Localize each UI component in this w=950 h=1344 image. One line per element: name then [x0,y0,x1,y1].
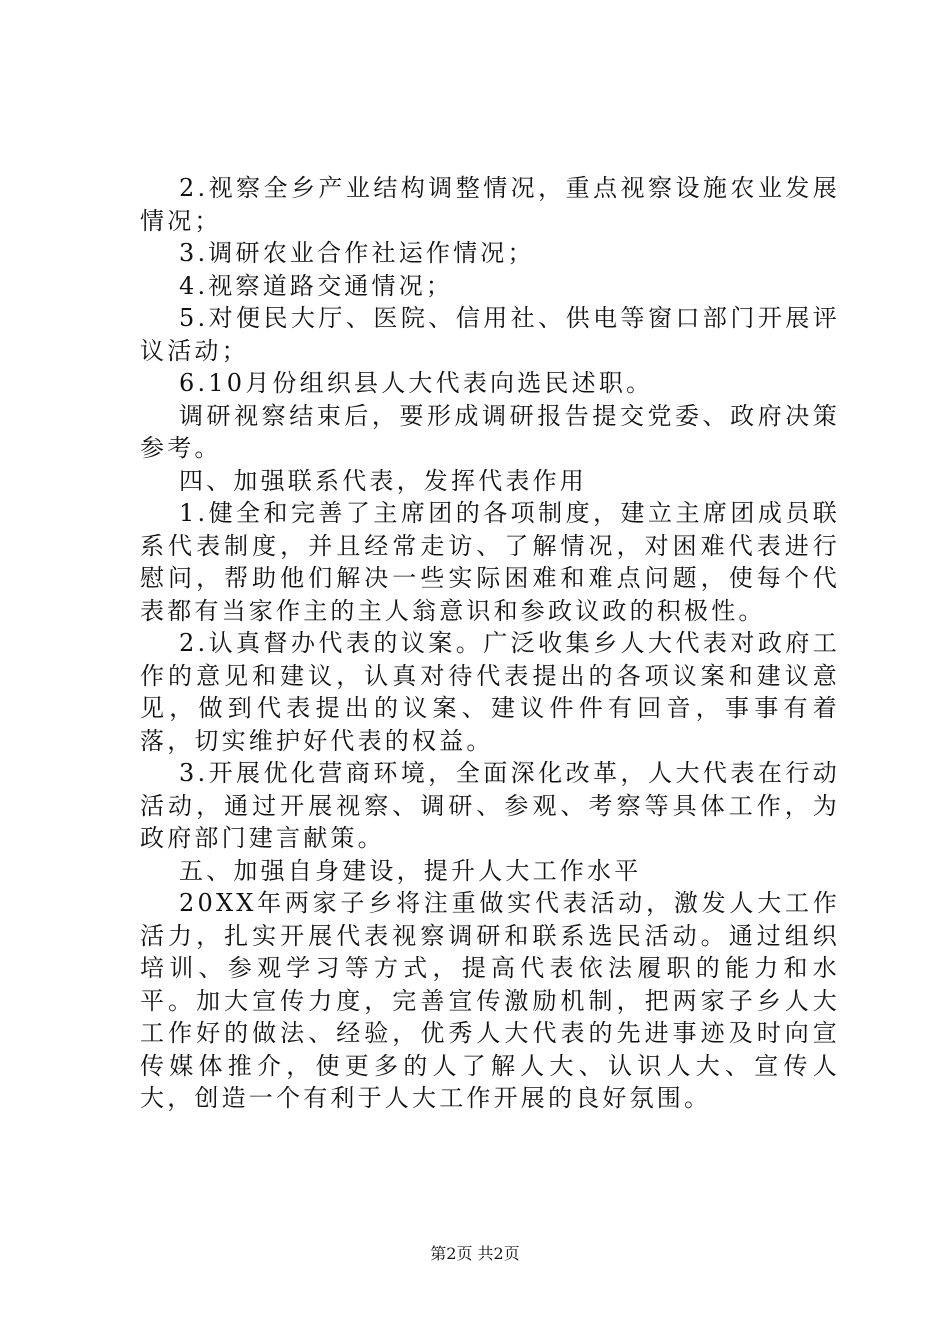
paragraph-summary: 调研视察结束后，要形成调研报告提交党委、政府决策参考。 [140,401,840,462]
paragraph-item-4: 4.视察道路交通情况； [179,271,454,300]
paragraph-section4-item-2: 2.认真督办代表的议案。广泛收集乡人大代表对政府工作的意见和建议，认真对待代表提出的各项议案和建议意见，做到代表提出的议案、建议件件有回音，事事有着落，切实维护好代表的权益。 [140,629,840,755]
page-footer: 第2页 共2页 [430,1244,520,1263]
paragraph-item-6: 6.10月份组织县人大代表向选民述职。 [179,369,654,397]
paragraph-item-3: 3.调研农业合作社运作情况； [179,239,535,267]
section-heading-five: 五、加强自身建设，提升人大工作水平 [179,856,642,885]
document-body [140,172,840,1115]
section-heading-four: 四、加强联系代表，发挥代表作用 [179,466,587,495]
paragraph-item-2: 2.视察全乡产业结构调整情况，重点视察设施农业发展情况； [140,174,840,235]
paragraph-section4-item-1: 1.健全和完善了主席团的各项制度，建立主席团成员联系代表制度，并且经常走访、了解情况，对困难代表进行慰问，帮助他们解决一些实际困难和难点问题，使每个代表都有当家作主的主人翁意识和参政议政的积极性。 [140,499,840,625]
paragraph-section5-body: 20XX年两家子乡将注重做实代表活动，激发人大工作活力，扎实开展代表视察调研和联系选民活动。通过组织培训、参观学习等方式，提高代表依法履职的能力和水平。加大宣传力度，完善宣传激励机制，把两家子乡人大工作好的做法、经验，优秀人大代表的先进事迹及时向宣传媒体推介，使更多的人了解人大、认识人大、宣传人大，创造一个有利于人大工作开展的良好氛围。 [140,889,840,1112]
paragraph-section4-item-3: 3.开展优化营商环境，全面深化改革，人大代表在行动活动，通过开展视察、调研、参观、考察等具体工作，为政府部门建言献策。 [140,759,840,852]
paragraph-item-5: 5.对便民大厅、医院、信用社、供电等窗口部门开展评议活动； [140,304,840,365]
